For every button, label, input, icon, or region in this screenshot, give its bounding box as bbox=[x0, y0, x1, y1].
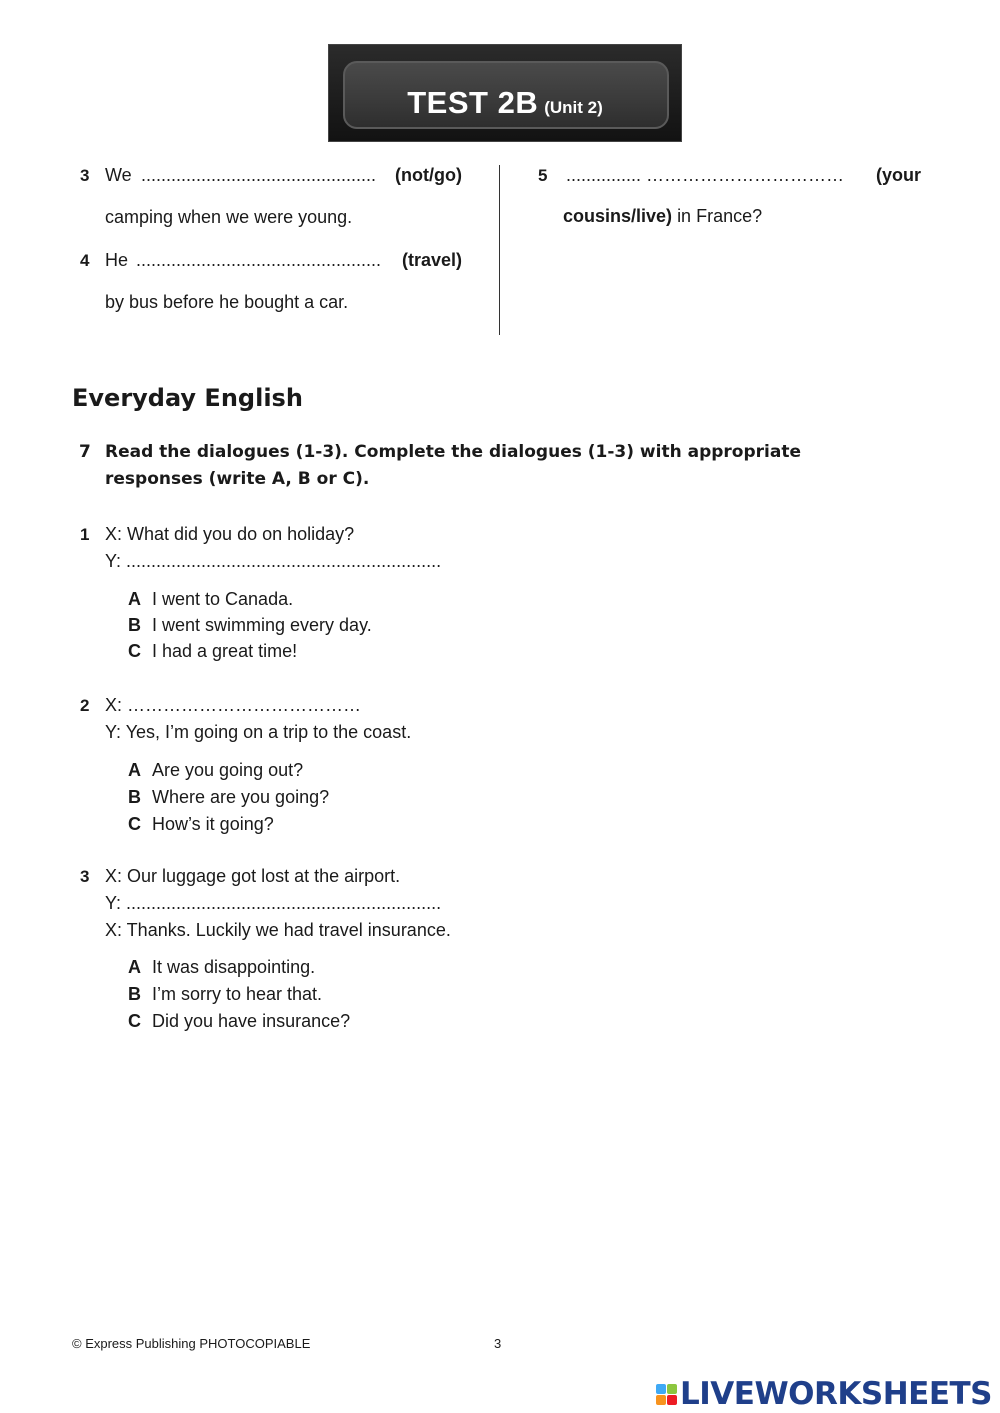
dialogue-3-option-letter: C bbox=[128, 1011, 141, 1031]
dialogue-3-line-x: X: Our luggage got lost at the airport. bbox=[105, 866, 401, 886]
dialogue-1-option-letter: B bbox=[128, 615, 141, 635]
dialogue-2-answer-line[interactable]: X: ………………………………… bbox=[105, 695, 362, 715]
dialogue-2-line-y: Y: Yes, I’m going on a trip to the coast. bbox=[105, 722, 412, 742]
dialogue-3-option-letter: A bbox=[128, 957, 141, 977]
item-3-subject: We bbox=[105, 165, 132, 185]
exercise-7-number: 7 bbox=[79, 442, 91, 462]
dialogue-1-option-text: I went to Canada. bbox=[152, 589, 294, 609]
item-3-answer-field[interactable]: ............................................... bbox=[141, 165, 377, 185]
dialogue-3-answer-line[interactable]: Y: ............................................................... bbox=[105, 893, 442, 913]
item-4-verb-cue: (travel) bbox=[402, 250, 463, 270]
item-3-continuation: camping when we were young. bbox=[105, 207, 353, 227]
item-4-continuation: by bus before he bought a car. bbox=[105, 292, 349, 312]
page-number: 3 bbox=[494, 1336, 502, 1351]
item-5-verb-cue-end: cousins/live) bbox=[563, 206, 673, 226]
item-5-continuation bbox=[563, 206, 762, 227]
item-3-verb-cue: (not/go) bbox=[395, 165, 462, 185]
column-divider bbox=[499, 165, 500, 335]
dialogue-2-option-letter: A bbox=[128, 760, 141, 780]
dialogue-3-option-text: Did you have insurance? bbox=[152, 1011, 351, 1031]
item-4-answer-field[interactable]: ................................................. bbox=[136, 250, 382, 270]
title-banner bbox=[329, 45, 681, 141]
liveworksheets-logo-icon bbox=[656, 1384, 678, 1406]
instruction-line-1: Read the dialogues (1-3). Complete the dialogues (1-3) with appropriate bbox=[105, 442, 801, 462]
dialogue-1-option-text: I had a great time! bbox=[152, 641, 298, 661]
exercise-7-instruction bbox=[105, 439, 801, 493]
item-5-answer-field[interactable]: ............... …………………………… bbox=[566, 165, 845, 185]
liveworksheets-logo bbox=[656, 1376, 992, 1412]
test-title: TEST 2B bbox=[407, 85, 539, 120]
dialogue-1-answer-line[interactable]: Y: ............................................................... bbox=[105, 551, 442, 571]
footer-copyright: © Express Publishing PHOTOCOPIABLE bbox=[72, 1336, 311, 1351]
dialogue-1-option-text: I went swimming every day. bbox=[152, 615, 372, 635]
dialogue-2-option-text: Where are you going? bbox=[152, 787, 330, 807]
dialogue-3-option-text: I’m sorry to hear that. bbox=[152, 984, 323, 1004]
dialogue-1-line-x: X: What did you do on holiday? bbox=[105, 524, 355, 544]
dialogue-2-option-text: Are you going out? bbox=[152, 760, 304, 780]
dialogue-1-number: 1 bbox=[80, 525, 90, 544]
dialogue-3-option-text: It was disappointing. bbox=[152, 957, 316, 977]
test-subtitle: (Unit 2) bbox=[544, 98, 603, 117]
item-3-number: 3 bbox=[80, 166, 90, 185]
dialogue-3-number: 3 bbox=[80, 867, 90, 886]
item-5-ending: in France? bbox=[677, 206, 763, 226]
item-5-verb-cue-start: (your bbox=[876, 165, 921, 185]
item-5-number: 5 bbox=[538, 166, 548, 185]
item-4-subject: He bbox=[105, 250, 129, 270]
liveworksheets-wordmark: LIVEWORKSHEETS bbox=[680, 1376, 992, 1412]
dialogue-2-number: 2 bbox=[80, 696, 90, 715]
dialogue-1-option-letter: C bbox=[128, 641, 141, 661]
dialogue-3-option-letter: B bbox=[128, 984, 141, 1004]
dialogue-3-line-x2: X: Thanks. Luckily we had travel insurance. bbox=[105, 920, 451, 940]
dialogue-2-option-letter: C bbox=[128, 814, 141, 834]
dialogue-2-option-text: How’s it going? bbox=[152, 814, 274, 834]
instruction-line-2: responses (write A, B or C). bbox=[105, 469, 370, 489]
item-4-number: 4 bbox=[80, 251, 90, 270]
banner-text bbox=[329, 85, 681, 121]
dialogue-2-option-letter: B bbox=[128, 787, 141, 807]
section-title: Everyday English bbox=[72, 384, 303, 412]
dialogue-1-option-letter: A bbox=[128, 589, 141, 609]
